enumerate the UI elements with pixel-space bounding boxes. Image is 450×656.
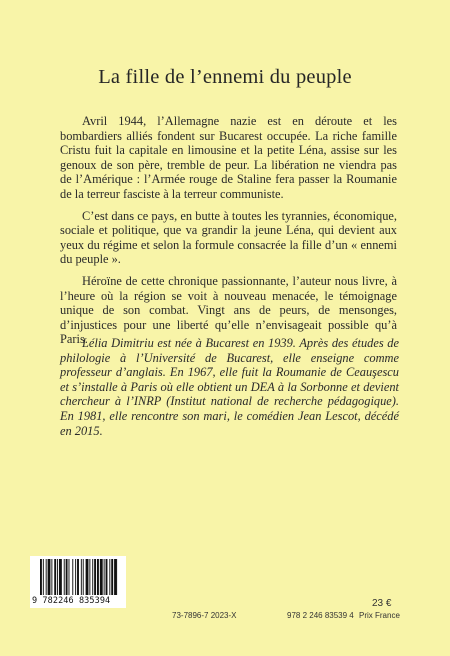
barcode-bar xyxy=(97,559,99,595)
barcode-bar xyxy=(43,559,44,595)
barcode-bar xyxy=(89,559,90,595)
barcode-bar xyxy=(100,559,103,595)
synopsis-paragraph-3: Héroïne de cette chronique passionnante, l’auteur nous livre, à l’heure où la région se voit à nouveau menacée, le témoignage unique de son combat. Vingt ans de peurs, de mensonges, d’injustices pour une liberté qu’elle n’envisageait possible qu’à Paris. xyxy=(60,273,397,347)
barcode-bar xyxy=(94,559,96,595)
price: 23 € xyxy=(372,598,392,609)
barcode-bar xyxy=(57,559,58,595)
synopsis-paragraph-2: C’est dans ce pays, en butte à toutes les tyrannies, économique, sociale et politique, que va grandir la jeune Léna, qui devient aux yeux du régime et selon la formule consacrée la fille d’un « ennemi du peuple ». xyxy=(60,208,397,267)
barcode-bar xyxy=(106,559,108,595)
barcode-bar xyxy=(54,559,56,595)
barcode-bar xyxy=(109,559,110,595)
barcode-bar xyxy=(111,559,113,595)
barcode-bar xyxy=(92,559,93,595)
price-note: Prix France xyxy=(359,611,400,620)
barcode-bar xyxy=(66,559,68,595)
synopsis-paragraph-1: Avril 1944, l’Allemagne nazie est en déroute et les bombardiers alliés fondent sur Bucarest occupée. La riche famille Cristu fuit la capitale en limousine et la petite Léna, assise sur les genoux de son père, tremble de peur. La libération ne viendra pas de l’Amérique : l’Armée rouge de Staline fera passer la Roumanie de la terreur fasciste à la terreur communiste. xyxy=(60,114,397,201)
barcode-bar xyxy=(83,559,84,595)
barcode-bar xyxy=(104,559,105,595)
barcode-bar xyxy=(46,559,47,595)
barcode-bar xyxy=(77,559,79,595)
isbn-number: 978 2 246 83539 4 xyxy=(287,611,354,620)
book-title: La fille de l’ennemi du peuple xyxy=(98,66,352,88)
barcode-bar xyxy=(86,559,89,595)
barcode xyxy=(30,556,126,608)
barcode-bar xyxy=(40,559,42,595)
barcode-bars xyxy=(40,559,118,595)
barcode-bar xyxy=(48,559,51,595)
barcode-bar xyxy=(114,559,117,595)
barcode-bar xyxy=(81,559,82,595)
catalog-code: 73-7896-7 2023-X xyxy=(172,611,237,620)
barcode-bar xyxy=(64,559,65,595)
barcode-bar xyxy=(72,559,73,595)
synopsis xyxy=(60,114,397,354)
barcode-bar xyxy=(51,559,52,595)
barcode-bar xyxy=(59,559,62,595)
barcode-bar xyxy=(75,559,76,595)
author-bio: Lélia Dimitriu est née à Bucarest en 1939. Après des études de philologie à l’Université de Bucarest, elle enseigne comme professeur d’anglais. En 1967, elle fuit la Roumanie de Ceauşescu et s’installe à Paris où elle obtient un DEA à la Sorbonne et devient chercheur à l’INRP (Institut national de recherche pédagogique). En 1981, elle rencontre son mari, le comédien Jean Lescot, décédé en 2015. xyxy=(60,336,399,438)
barcode-digits: 9 782246 835394 xyxy=(32,596,111,606)
barcode-bar xyxy=(69,559,70,595)
